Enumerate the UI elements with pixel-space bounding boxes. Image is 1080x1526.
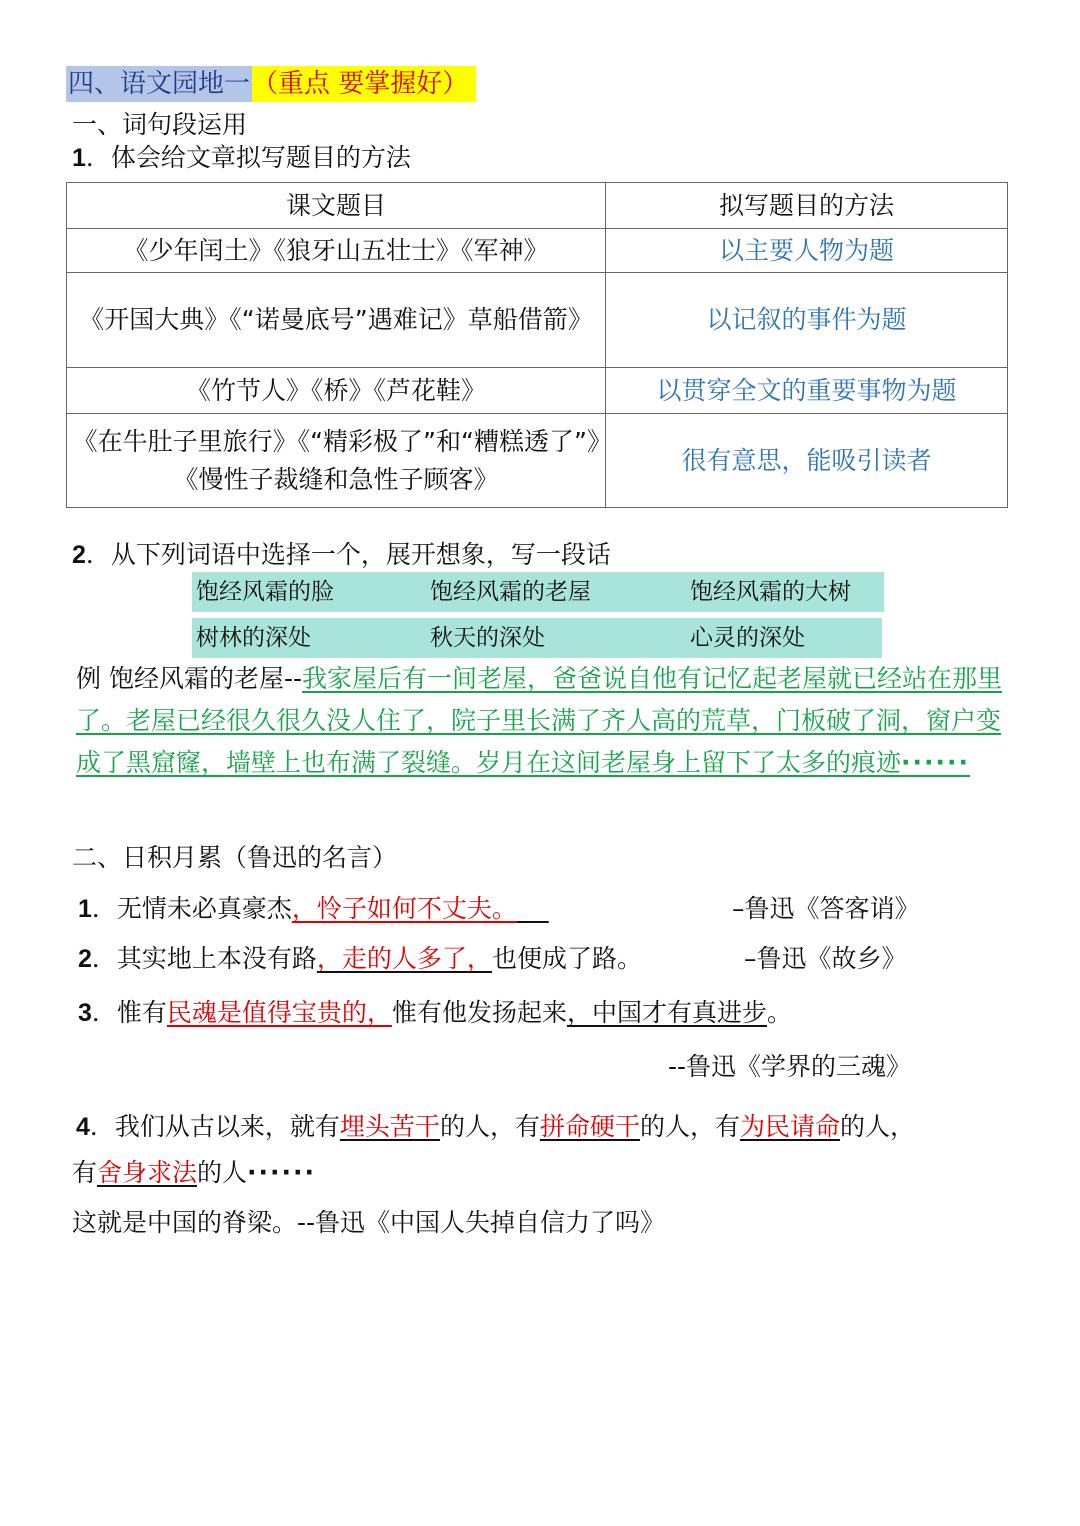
quote-2-source: –鲁迅《故乡》 <box>744 944 907 973</box>
table-header-row <box>67 183 1008 229</box>
word-row <box>192 572 884 612</box>
table-cell-method: 以主要人物为题 <box>606 229 1008 273</box>
table-header-lessons: 课文题目 <box>67 183 606 229</box>
quote-1-answer: ，怜子如何不丈夫。 <box>291 894 517 923</box>
table-row <box>67 273 1008 368</box>
word-item: 饱经风霜的大树 <box>690 579 851 605</box>
example-dots: ······ <box>901 748 970 777</box>
section2-heading: 二、日积月累（鲁迅的名言） <box>72 843 398 872</box>
table-cell-method: 以贯穿全文的重要事物为题 <box>606 368 1008 414</box>
table-header-method: 拟写题目的方法 <box>606 183 1008 229</box>
quote-2-answer: ，走的人多了， <box>316 944 492 973</box>
example-text: 我家屋后有一间老屋，爸爸说自他有记忆起老屋就已经站在那里了。老屋已经很久很久没人住了，院子里长满了齐人高的荒草，门板破了洞，窗户变成了黑窟窿，墙壁上也布满了裂缝。岁月在这间老屋身上留下了太多的痕迹 <box>76 664 1003 777</box>
quote-3: 3．惟有民魂是值得宝贵的，惟有他发扬起来，中国才有真进步。 <box>78 998 792 1027</box>
quote-4-line2: 有舍身求法的人······ <box>72 1158 317 1187</box>
quote-1: 1．无情未必真豪杰，怜子如何不丈夫。 <box>78 894 517 923</box>
table-row <box>67 414 1008 508</box>
item2-heading: 2．从下列词语中选择一个，展开想象，写一段话 <box>72 540 611 569</box>
table-cell-lessons: 《少年闰土》《狼牙山五壮士》《军神》 <box>67 229 606 273</box>
title-main: 四、语文园地一 <box>66 66 252 102</box>
table-cell-lessons: 《在牛肚子里旅行》《“精彩极了”和“糟糕透了”》《慢性子裁缝和急性子顾客》 <box>67 414 606 508</box>
section1-heading: 一、词句段运用 <box>72 110 248 139</box>
example-prefix: 例 饱经风霜的老屋-- <box>76 664 302 693</box>
table-cell-lessons: 《竹节人》《桥》《芦花鞋》 <box>67 368 606 414</box>
word-grid <box>192 572 884 660</box>
word-item: 心灵的深处 <box>690 625 805 651</box>
methods-table <box>66 182 1008 508</box>
quote-4-answer: 舍身求法 <box>97 1158 198 1187</box>
quote-4-line1: 4．我们从古以来，就有埋头苦干的人，有拼命硬干的人，有为民请命的人， <box>76 1112 916 1141</box>
quote-4-answer: 为民请命 <box>739 1112 840 1141</box>
word-item: 树林的深处 <box>196 625 311 651</box>
page-title <box>66 66 476 102</box>
word-item: 饱经风霜的老屋 <box>430 579 591 605</box>
title-highlight: （重点 要掌握好） <box>252 66 476 102</box>
quote-4-answer: 埋头苦干 <box>339 1112 440 1141</box>
quote-3-source: --鲁迅《学界的三魂》 <box>668 1052 912 1081</box>
table-row <box>67 368 1008 414</box>
quote-1-source: –鲁迅《答客诮》 <box>732 894 920 923</box>
quote-4-answer: 拼命硬干 <box>539 1112 640 1141</box>
quote-3-answer: 民魂是值得宝贵的， <box>166 998 392 1027</box>
quote-2: 2．其实地上本没有路，走的人多了，也便成了路。 <box>78 944 642 973</box>
quote-4-line3: 这就是中国的脊梁。--鲁迅《中国人失掉自信力了吗》 <box>72 1208 666 1237</box>
table-cell-lessons: 《开国大典》《“诺曼底号”遇难记》草船借箭》 <box>67 273 606 368</box>
item1-heading: 1．体会给文章拟写题目的方法 <box>72 143 411 172</box>
word-item: 秋天的深处 <box>430 625 545 651</box>
table-cell-method: 以记叙的事件为题 <box>606 273 1008 368</box>
word-row <box>192 618 882 658</box>
example-paragraph <box>76 658 1006 784</box>
table-row <box>67 229 1008 273</box>
table-cell-method: 很有意思，能吸引读者 <box>606 414 1008 508</box>
word-item: 饱经风霜的脸 <box>196 579 334 605</box>
